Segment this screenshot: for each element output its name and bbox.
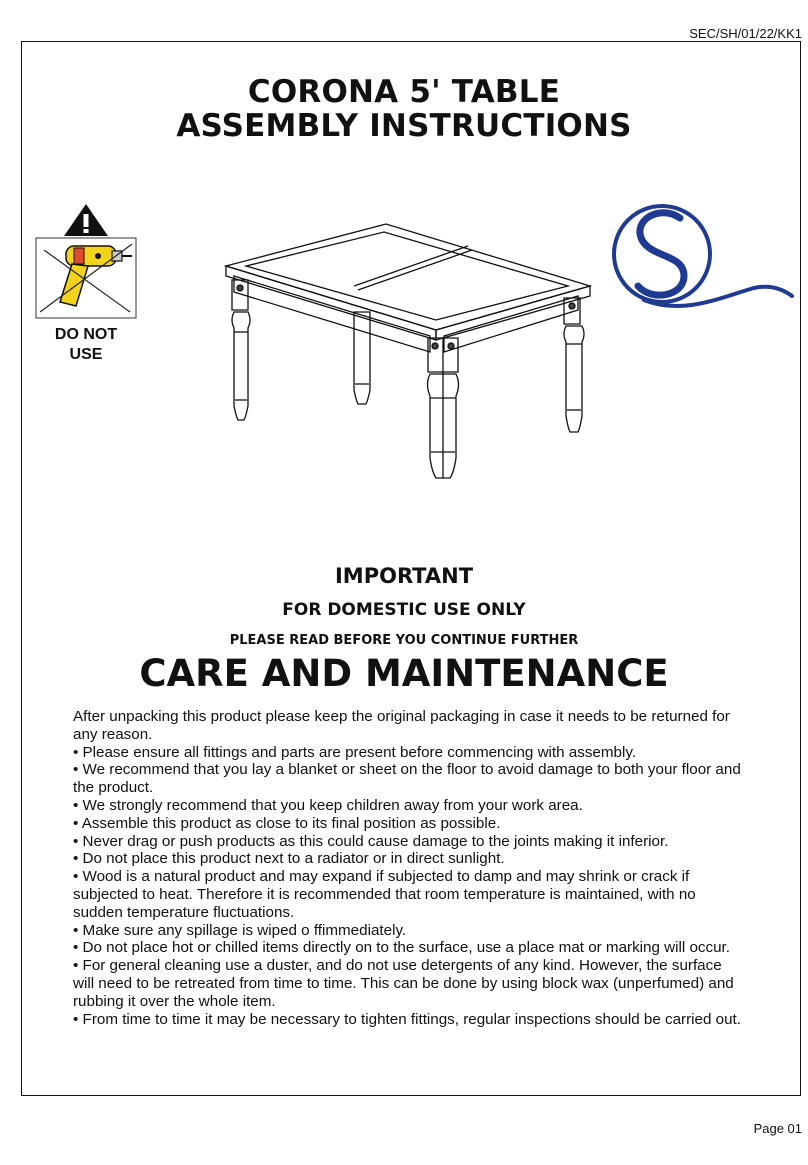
page-number: Page 01 [753, 1121, 802, 1136]
no-power-drill-warning [32, 202, 140, 327]
do-not-use-label: DO NOT USE [54, 326, 118, 363]
title-line-1: CORONA 5' TABLE [247, 74, 561, 110]
care-instructions [73, 708, 745, 1028]
care-paragraph: • Never drag or push products as this could cause damage to the joints making it inferior. [73, 832, 669, 850]
care-paragraph: • For general cleaning use a duster, and do not use detergents of any kind. However, the surface will need to be retreated from time to time. This can be done by using block wax (unperfumed) and rubbing it over the whole item. [73, 957, 734, 1010]
domestic-use-heading: FOR DOMESTIC USE ONLY [282, 600, 526, 620]
brand-logo [604, 196, 794, 316]
care-paragraph: • Assemble this product as close to its final position as possible. [73, 814, 501, 832]
read-before-heading: PLEASE READ BEFORE YOU CONTINUE FURTHER [229, 633, 579, 648]
no-drill-icon [32, 202, 140, 322]
care-paragraph: • Wood is a natural product and may expand if subjected to damp and may shrink or crack if subjected to heat. Therefore it is recommended that room temperature is maintained, with no sudden temperature fluctuations. [73, 868, 696, 921]
care-paragraph: • Do not place hot or chilled items directly on to the surface, use a place mat or marking will occur. [73, 939, 730, 957]
care-paragraph: After unpacking this product please keep the original packaging in case it needs to be returned for any reason. [73, 708, 730, 743]
care-paragraph: • Please ensure all fittings and parts are present before commencing with assembly. [73, 743, 637, 761]
care-maintenance-heading: CARE AND MAINTENANCE [139, 652, 669, 695]
care-paragraph: • Do not place this product next to a radiator or in direct sunlight. [73, 850, 505, 868]
care-paragraph: • From time to time it may be necessary to tighten fittings, regular inspections should be carried out. [73, 1010, 741, 1028]
table-illustration [218, 220, 598, 490]
title-line-2: ASSEMBLY INSTRUCTIONS [176, 108, 632, 144]
document-code: SEC/SH/01/22/KK1 [689, 26, 802, 41]
important-heading: IMPORTANT [334, 564, 474, 588]
care-paragraph: • Make sure any spillage is wiped o ffimmediately. [73, 921, 407, 939]
care-paragraph: • We strongly recommend that you keep children away from your work area. [73, 796, 583, 814]
care-paragraph: • We recommend that you lay a blanket or sheet on the floor to avoid damage to both your floor and the product. [73, 761, 741, 797]
